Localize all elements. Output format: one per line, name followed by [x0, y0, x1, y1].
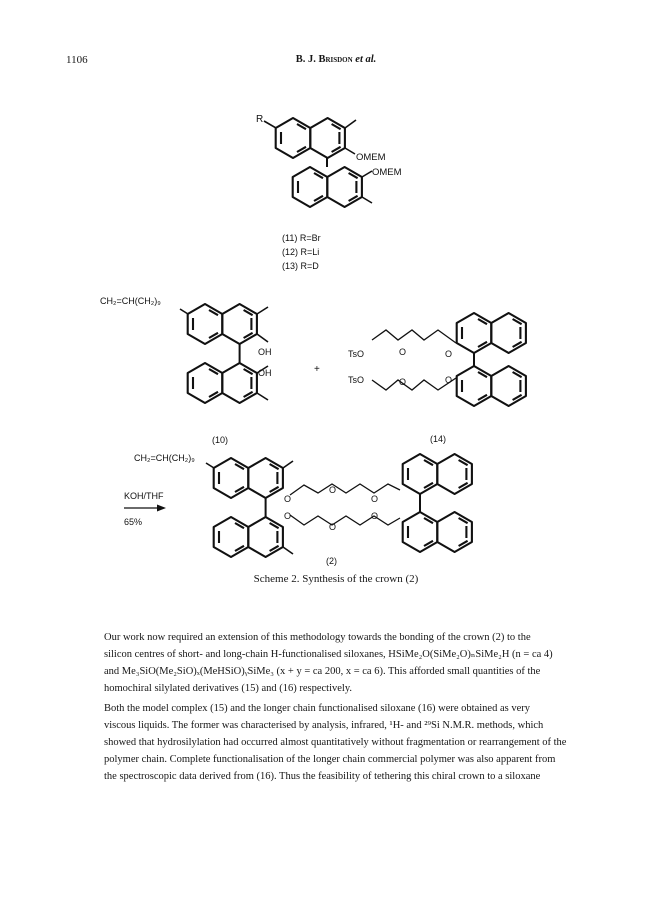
- paragraph-line: Both the model complex (15) and the longer chain functionalised siloxane (16) were obtained as very: [104, 703, 530, 714]
- crown-o-6: O: [371, 511, 379, 521]
- compound-13-label: (13) R=D: [282, 261, 319, 271]
- tso-2: TsO: [348, 375, 365, 385]
- paragraph-line: the spectroscopic data derived from (16). Thus the feasibility of tethering this chiral crown to a siloxane: [104, 771, 541, 782]
- crown-o-4: O: [284, 511, 292, 521]
- page-number: 1106: [66, 54, 88, 66]
- paragraph-line: homochiral silylated derivatives (15) and (16) respectively.: [104, 683, 353, 694]
- diol-chain: CH₂=CH(CH₂)₉: [100, 296, 161, 306]
- yield-label: 65%: [124, 517, 143, 527]
- scheme-caption: Scheme 2. Synthesis of the crown (2): [253, 573, 419, 585]
- diol-oh-1: OH: [258, 347, 272, 357]
- compound-2-label: (2): [326, 556, 337, 566]
- paragraph-line: showed that hydrosilylation had occurred almost quantitatively without fragmentation or rearrangement of the: [104, 737, 567, 748]
- paragraph-line: polymer chain. Complete functionalisation of the longer chain commercial polymer was also apparent from: [104, 754, 556, 765]
- paragraph-line: viscous liquids. The former was characterised by analysis, infrared, ¹H- and ²⁹Si N.M.R. methods, which: [104, 720, 544, 731]
- crown-o-2: O: [329, 485, 337, 495]
- ditosylate-structure: [348, 313, 526, 444]
- ditosylate-o-4: O: [445, 375, 453, 385]
- crown-o-1: O: [284, 494, 292, 504]
- paragraph-2: [86, 700, 626, 785]
- paragraph-line: silicon centres of short- and long-chain H-functionalised siloxanes, HSiMe₂O(SiMe₂O)ₙSiMe₂H (n = ca 4): [104, 649, 553, 660]
- crown-o-3: O: [371, 494, 379, 504]
- compound-12-label: (12) R=Li: [282, 247, 320, 257]
- compound-11-label: (11) R=Br: [282, 233, 321, 243]
- reagent-label: KOH/THF: [124, 491, 164, 501]
- crown-chain: CH₂=CH(CH₂)₉: [134, 453, 195, 463]
- ditosylate-o-1: O: [399, 347, 407, 357]
- compound-14-label: (14): [430, 434, 447, 444]
- crown-structure: [134, 453, 472, 566]
- reaction-arrow: [124, 491, 166, 527]
- crown-o-5: O: [329, 522, 337, 532]
- running-head-authors: B. J. Brisdon: [295, 54, 353, 65]
- compound-10-label: (10): [212, 435, 229, 445]
- diol-structure: [100, 296, 272, 445]
- plus-sign: +: [314, 364, 320, 375]
- ditosylate-o-3: O: [445, 349, 453, 359]
- top-omem-1: OMEM: [356, 152, 386, 163]
- substituent-r: R: [256, 114, 264, 125]
- paragraph-1: [86, 629, 626, 697]
- running-head-et-al: et al.: [355, 54, 377, 65]
- top-omem-2: OMEM: [372, 167, 402, 178]
- top-structure: [256, 114, 402, 271]
- paragraph-line: and Me₃SiO(Me₂SiO)ₓ(MeHSiO)ᵧSiMe₃ (x + y = ca 200, x = ca 6). This afforded small quantities of the: [104, 666, 541, 677]
- paragraph-line: Our work now required an extension of this methodology towards the bonding of the crown (2) to the: [104, 632, 531, 643]
- diol-oh-2: OH: [258, 368, 272, 378]
- tso-1: TsO: [348, 349, 365, 359]
- ditosylate-o-2: O: [399, 377, 407, 387]
